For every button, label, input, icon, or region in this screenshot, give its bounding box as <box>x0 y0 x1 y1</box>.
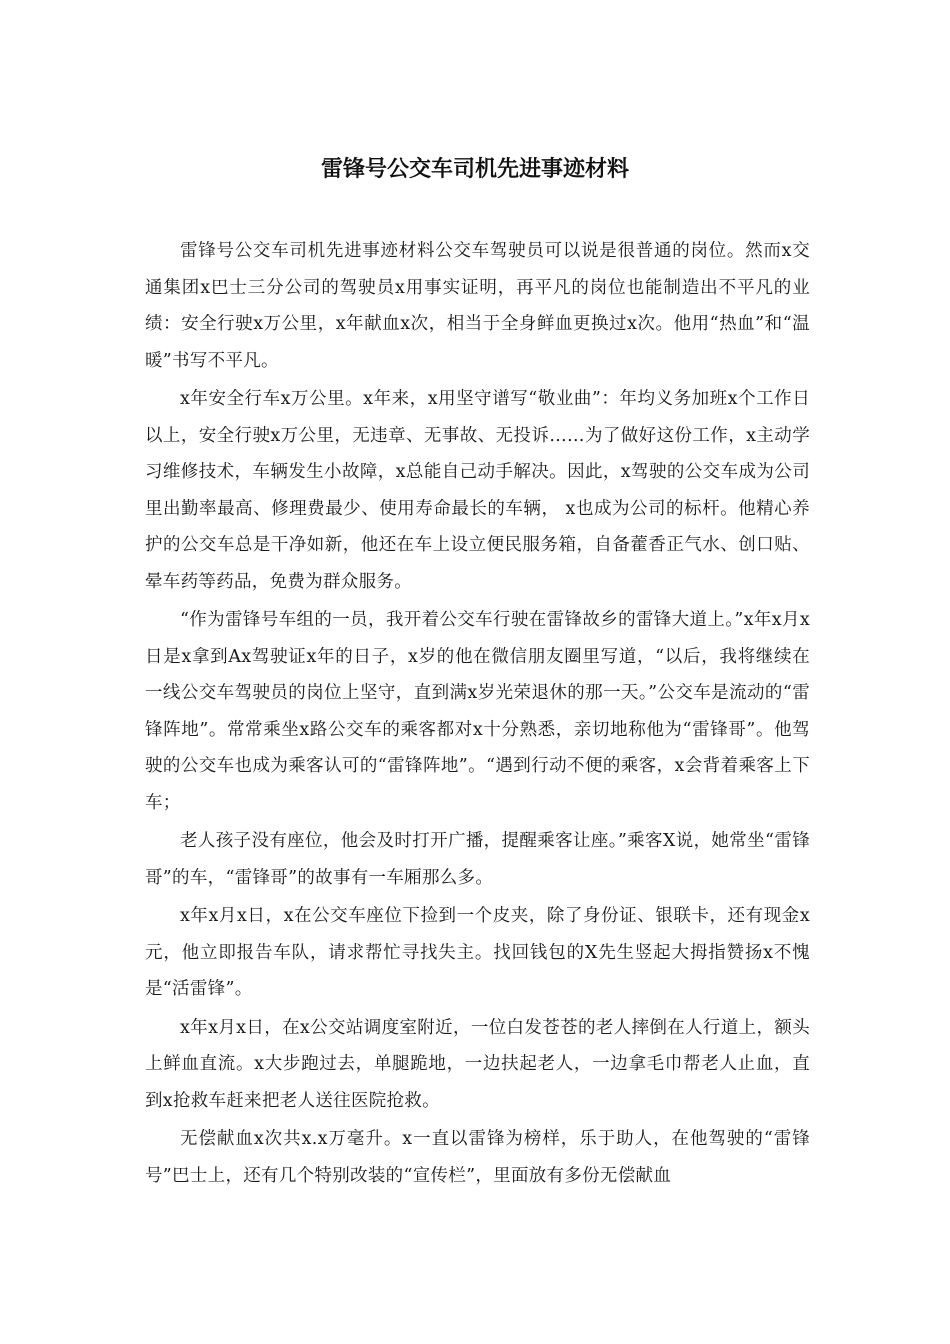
paragraph-7: 无偿献血x次共x.x万毫升。x一直以雷锋为榜样，乐于助人，在他驾驶的“雷锋号”巴士上，还有几个特别改装的“宣传栏”，里面放有多份无偿献血 <box>145 1129 810 1186</box>
paragraph-5: x年x月x日，x在公交车座位下捡到一个皮夹，除了身份证、银联卡，还有现金x元，他立即报告车队，请求帮忙寻找失主。找回钱包的X先生竖起大拇指赞扬x不愧是“活雷锋”。 <box>145 906 810 999</box>
document-title: 雷锋号公交车司机先进事迹材料 <box>320 157 629 182</box>
paragraph-6: x年x月x日，在x公交站调度室附近，一位白发苍苍的老人摔倒在人行道上，额头上鲜血直流。x大步跑过去，单腿跪地，一边扶起老人，一边拿毛巾帮老人止血，直到x抢救车赶来把老人送往医院抢救。 <box>145 1017 810 1111</box>
paragraph-3: “作为雷锋号车组的一员，我开着公交车行驶在雷锋故乡的雷锋大道上。”x年x月x日是x拿到Ax驾驶证x年的日子，x岁的他在微信朋友圈里写道，“以后，我将继续在一线公交车驾驶员的岗位上坚守，直到满x岁光荣退休的那一天。”公交车是流动的“雷锋阵地”。常常乘坐x路公交车的乘客都对x十分熟悉，亲切地称他为“雷锋哥”。他驾驶的公交车也成为乘客认可的“雷锋阵地”。“遇到行动不便的乘客，x会背着乘客上下车； <box>145 610 810 813</box>
document-body <box>145 233 810 1196</box>
paragraph-1: 雷锋号公交车司机先进事迹材料公交车驾驶员可以说是很普通的岗位。然而x交通集团x巴士三分公司的驾驶员x用事实证明，再平凡的岗位也能制造出不平凡的业绩：安全行驶x万公里，x年献血x次，相当于全身鲜血更换过x次。他用“热血”和“温暖”书写不平凡。 <box>145 241 810 371</box>
paragraph-2: x年安全行车x万公里。x年来，x用坚守谱写“敬业曲”：年均义务加班x个工作日以上，安全行驶x万公里，无违章、无事故、无投诉……为了做好这份工作，x主动学习维修技术，车辆发生小故障，x总能自己动手解决。因此，x驾驶的公交车成为公司里出勤率最高、修理费最少、使用寿命最长的车辆， x也成为公司的标杆。他精心养护的公交车总是干净如新，他还在车上设立便民服务箱，自备藿香正气水、创口贴、晕车药等药品，免费为群众服务。 <box>145 389 810 592</box>
paragraph-4: 老人孩子没有座位，他会及时打开广播，提醒乘客让座。”乘客X说，她常坐“雷锋哥”的车，“雷锋哥”的故事有一车厢那么多。 <box>145 831 810 888</box>
